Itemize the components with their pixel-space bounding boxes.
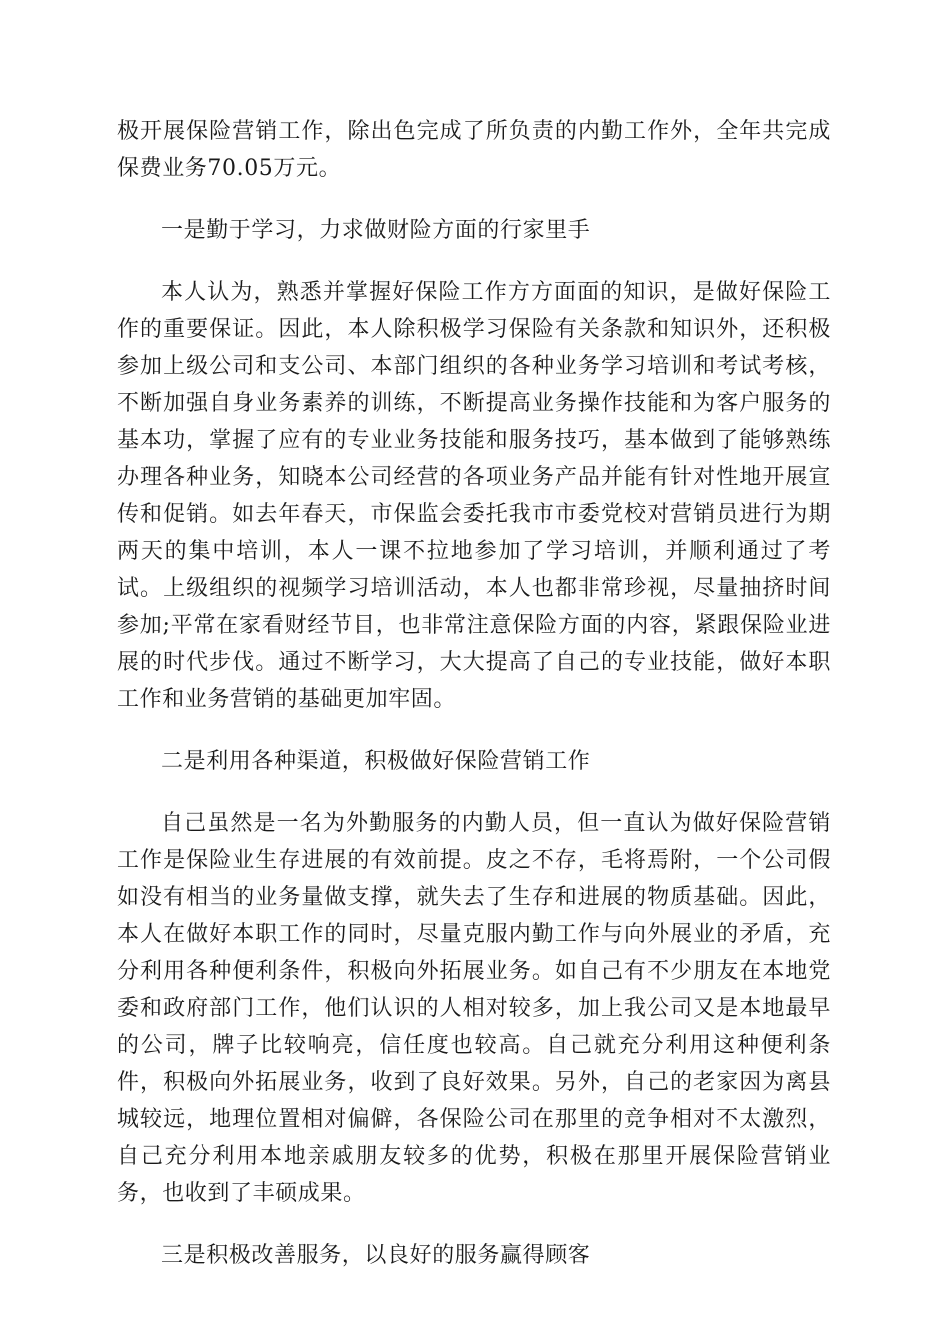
document-page — [117, 113, 831, 1274]
section-heading-learning: 一是勤于学习，力求做财险方面的行家里手 — [161, 218, 591, 243]
paragraph-learning: 本人认为，熟悉并掌握好保险工作方方面面的知识，是做好保险工作的重要保证。因此，本人除积极学习保险有关条款和知识外，还积极参加上级公司和支公司、本部门组织的各种业务学习培训和考试考核，不断加强自身业务素养的训练，不断提高业务操作技能和为客户服务的基本功，掌握了应有的专业业务技能和服务技巧，基本做到了能够熟练办理各种业务，知晓本公司经营的各项业务产品并能有针对性地开展宣传和促销。如去年春天，市保监会委托我市市委党校对营销员进行为期两天的集中培训，本人一课不拉地参加了学习培训，并顺利通过了考试。上级组织的视频学习培训活动，本人也都非常珍视，尽量抽挤时间参加;平常在家看财经节目，也非常注意保险方面的内容，紧跟保险业进展的时代步伐。通过不断学习，大大提高了自己的专业技能，做好本职工作和业务营销的基础更加牢固。 — [117, 280, 831, 712]
paragraph-continuation: 极开展保险营销工作，除出色完成了所负责的内勤工作外，全年共完成保费业务70.05万元。 — [117, 119, 831, 181]
section-heading-marketing: 二是利用各种渠道，积极做好保险营销工作 — [161, 749, 591, 774]
section-heading-service: 三是积极改善服务，以良好的服务赢得顾客 — [161, 1243, 591, 1268]
paragraph-marketing: 自己虽然是一名为外勤服务的内勤人员，但一直认为做好保险营销工作是保险业生存进展的有效前提。皮之不存，毛将焉附，一个公司假如没有相当的业务量做支撑，就失去了生存和进展的物质基础。因此，本人在做好本职工作的同时，尽量克服内勤工作与向外展业的矛盾，充分利用各种便利条件，积极向外拓展业务。如自己有不少朋友在本地党委和政府部门工作，他们认识的人相对较多，加上我公司又是本地最早的公司，牌子比较响亮，信任度也较高。自己就充分利用这种便利条件，积极向外拓展业务，收到了良好效果。另外，自己的老家因为离县城较远，地理位置相对偏僻，各保险公司在那里的竞争相对不太激烈，自己充分利用本地亲戚朋友较多的优势，积极在那里开展保险营销业务，也收到了丰硕成果。 — [117, 811, 831, 1206]
